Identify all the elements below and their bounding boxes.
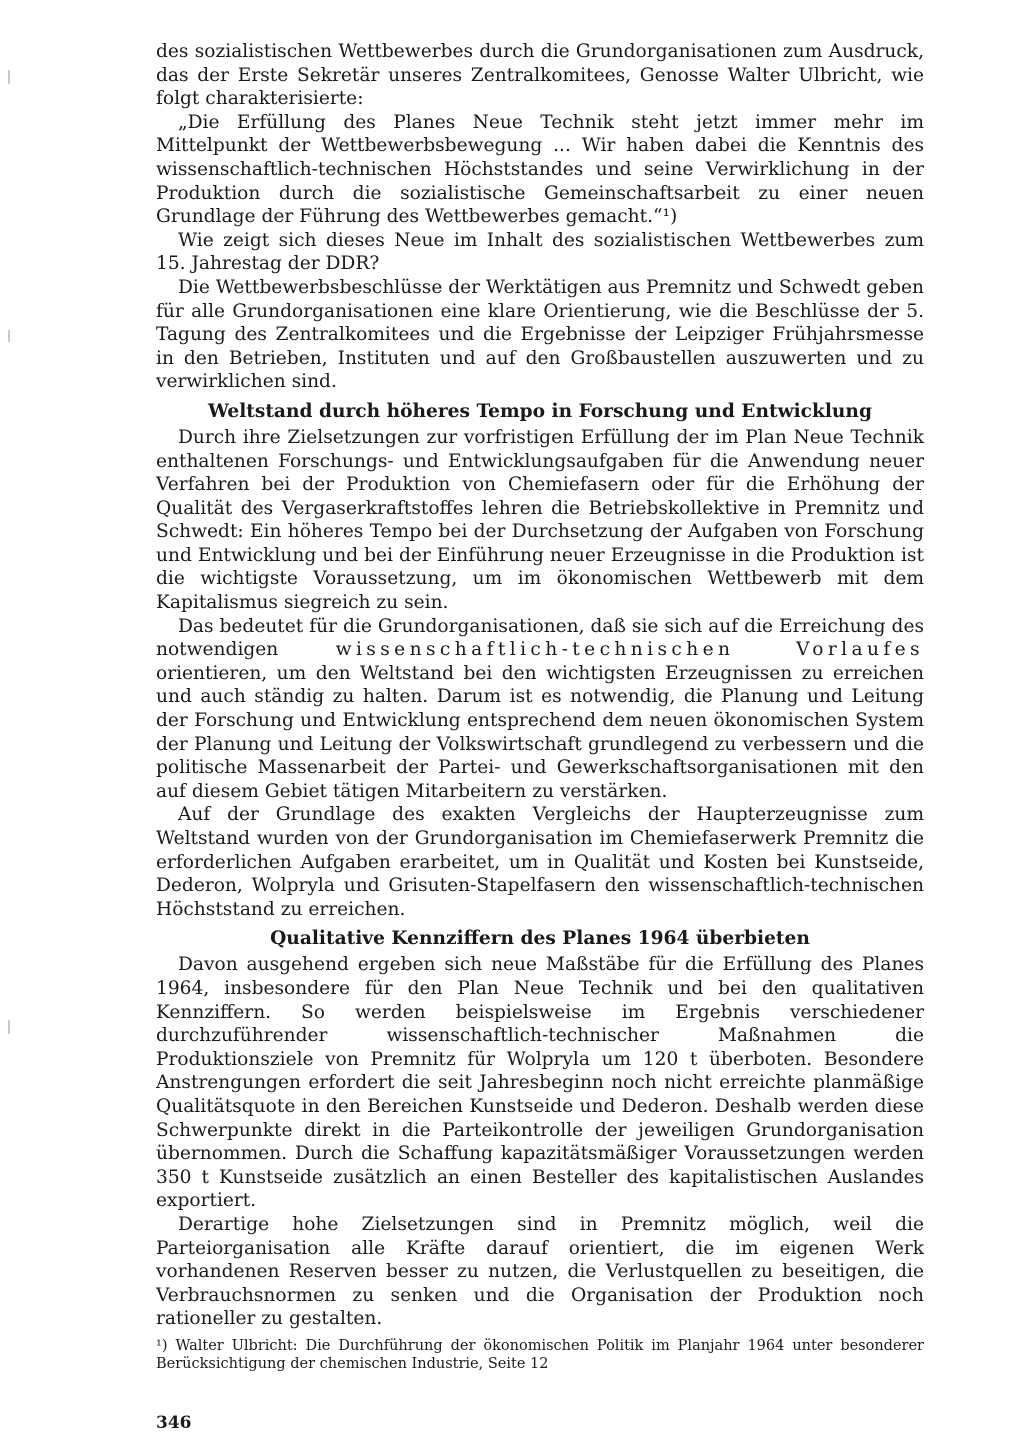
paragraph-6-start: Das bedeutet für die Grundorganisationen, daß sie sich auf die Erreichung des notwendigen [156,615,924,661]
margin-mark [8,1020,10,1034]
paragraph-question: Wie zeigt sich dieses Neue im Inhalt des sozialistischen Wettbewerbes zum 15. Jahrestag der DDR? [156,229,924,275]
paragraph-7: Auf der Grundlage des exakten Vergleichs der Haupterzeugnisse zum Weltstand wurden von der Grundorganisation im Chemiefaserwerk Premnitz die erforderlichen Aufgaben erarbeitet, um in Qualität und Kosten bei Kunstseide, Dederon, Wolpryla und Grisuten-Stapelfasern den wissenschaftlich-technischen Höchststand zu erreichen. [156,804,924,920]
paragraph-1: des sozialistischen Wettbewerbes durch die Grundorganisationen zum Ausdruck, das der Erste Sekretär unseres Zentralkomitees, Genosse Walter Ulbricht, wie folgt charakterisierte: [156,41,924,110]
paragraph-9: Derartige hohe Zielsetzungen sind in Premnitz möglich, weil die Parteiorganisation alle Kräfte darauf orientiert, die im eigenen Werk vorhandenen Reserven besser zu nutzen, die Verlustquellen zu beseitigen, die Verbrauchsnormen zu senken und die Organisation der Produktion noch rationeller zu gestalten. [156,1213,924,1330]
quote-paragraph: „Die Erfüllung des Planes Neue Technik steht jetzt immer mehr im Mittelpunkt der Wettbewerbsbewegung ... Wir haben dabei die Kenntnis des wissenschaftlich-technischen Höchststandes und seine Verwirklichung in der Produktion durch die sozialistische Gemeinschaftsarbeit zu einer neuen Grundlage der Führung des Wettbewerbes gemacht.“¹) [156,111,924,228]
margin-mark [8,330,10,342]
paragraph-4: Die Wettbewerbsbeschlüsse der Werktätigen aus Premnitz und Schwedt geben für alle Grundorganisationen eine klare Orientierung, wie die Beschlüsse der 5. Tagung des Zentralkomitees und die Ergebnisse der Leipziger Frühjahrsmesse in den Betrieben, Instituten und auf den Großbaustellen auszuwerten und zu verwirklichen sind. [156,276,924,393]
paragraph-8: Davon ausgehend ergeben sich neue Maßstäbe für die Erfüllung des Planes 1964, insbesondere für den Plan Neue Technik und bei den qualitativen Kennziffern. So werden beispielsweise im Ergebnis verschiedener durchzuführender wissenschaftlich-technischer Maßnahmen die Produktionsziele von Premnitz für Wolpryla um 120 t überboten. Besondere Anstrengungen erfordert die seit Jahresbeginn noch nicht erreichte planmäßige Qualitätsquote in den Bereichen Kunstseide und Dederon. Deshalb werden diese Schwerpunkte direkt in die Parteikontrolle der jeweiligen Grundorganisation übernommen. Durch die Schaffung kapazitätsmäßiger Voraussetzungen werden 350 t Kunstseide zusätzlich an einen Besteller des kapitalistischen Auslandes exportiert. [156,954,924,1212]
footnote: ¹) Walter Ulbricht: Die Durchführung der ökonomischen Politik im Planjahr 1964 unter besonderer Berücksichtigung der chemischen Industrie, Seite 12 [156,1337,924,1372]
section-heading-2: Qualitative Kennziffern des Planes 1964 überbieten [270,928,810,950]
margin-mark [8,70,10,84]
paragraph-6-end: orientieren, um den Weltstand bei den wichtigsten Erzeugnissen zu erreichen und auch ständig zu halten. Darum ist es notwendig, die Planung und Leitung der Forschung und Entwicklung entsprechend dem neuen ökonomischen System der Planung und Leitung der Volkswirtschaft grundlegend zu verbessern und die politische Massenarbeit der Partei- und Gewerkschaftsorganisationen mit den auf diesem Gebiet tätigen Mitarbeitern zu verstärken. [156,662,924,802]
paragraph-6 [156,615,924,804]
paragraph-5: Durch ihre Zielsetzungen zur vorfristigen Erfüllung der im Plan Neue Technik enthaltenen Forschungs- und Entwicklungsaufgaben für die Anwendung neuer Verfahren bei der Produktion von Chemiefasern oder für die Erhöhung der Qualität des Vergaserkraftstoffes lehren die Betriebskollektive in Premnitz und Schwedt: Ein höheres Tempo bei der Durchsetzung der Aufgaben von Forschung und Entwicklung und bei der Einführung neuer Erzeugnisse in die Produktion ist die wichtigste Voraussetzung, um im ökonomischen Wettbewerb mit dem Kapitalismus siegreich zu sein. [156,426,924,614]
document-page [156,40,924,1433]
section-heading-1: Weltstand durch höheres Tempo in Forschung und Entwicklung [208,400,872,422]
page-number: 346 [156,1412,192,1433]
emphasized-term: wissenschaftlich-technischen Vorlaufes [335,639,924,661]
